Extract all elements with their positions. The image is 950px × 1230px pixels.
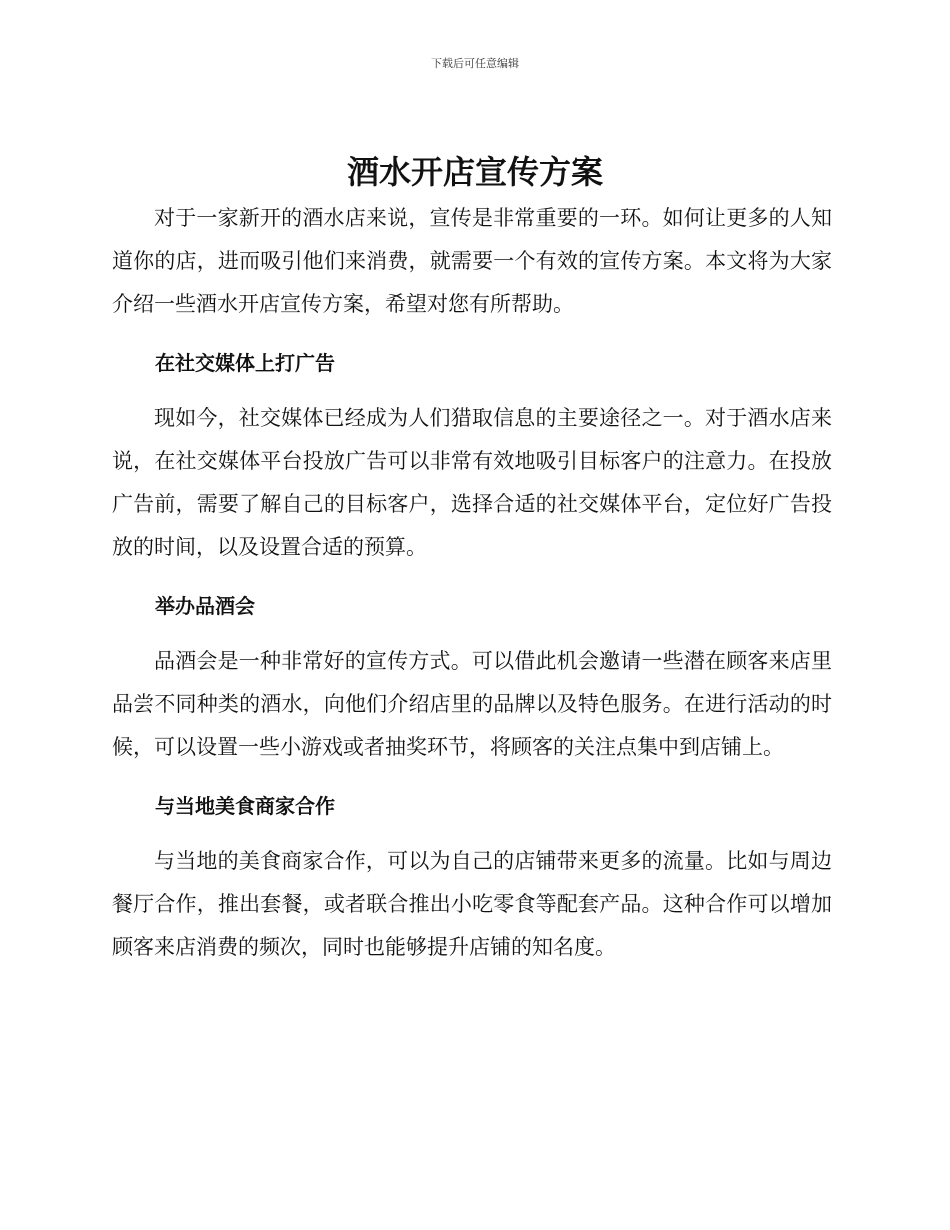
page-header-note: 下载后可任意编辑 [431, 57, 519, 70]
page-title: 酒水开店宣传方案 [346, 153, 603, 191]
section-heading-tasting-event: 举办品酒会 [155, 594, 255, 618]
document-body [112, 197, 832, 969]
section-body-food-partnership: 与当地的美食商家合作，可以为自己的店铺带来更多的流量。比如与周边餐厅合作，推出套餐，或者联合推出小吃零食等配套产品。这种合作可以增加顾客来店消费的频次，同时也能够提升店铺的知名度。 [112, 849, 832, 959]
intro-paragraph: 对于一家新开的酒水店来说，宣传是非常重要的一环。如何让更多的人知道你的店，进而吸引他们来消费，就需要一个有效的宣传方案。本文将为大家介绍一些酒水开店宣传方案，希望对您有所帮助。 [112, 206, 832, 316]
section-heading-social-media: 在社交媒体上打广告 [155, 351, 335, 375]
section-heading-food-partnership: 与当地美食商家合作 [155, 794, 335, 818]
section-body-tasting-event: 品酒会是一种非常好的宣传方式。可以借此机会邀请一些潜在顾客来店里品尝不同种类的酒水，向他们介绍店里的品牌以及特色服务。在进行活动的时候，可以设置一些小游戏或者抽奖环节，将顾客的关注点集中到店铺上。 [112, 649, 832, 759]
section-body-social-media: 现如今，社交媒体已经成为人们猎取信息的主要途径之一。对于酒水店来说，在社交媒体平台投放广告可以非常有效地吸引目标客户的注意力。在投放广告前，需要了解自己的目标客户，选择合适的社交媒体平台，定位好广告投放的时间，以及设置合适的预算。 [112, 406, 832, 559]
